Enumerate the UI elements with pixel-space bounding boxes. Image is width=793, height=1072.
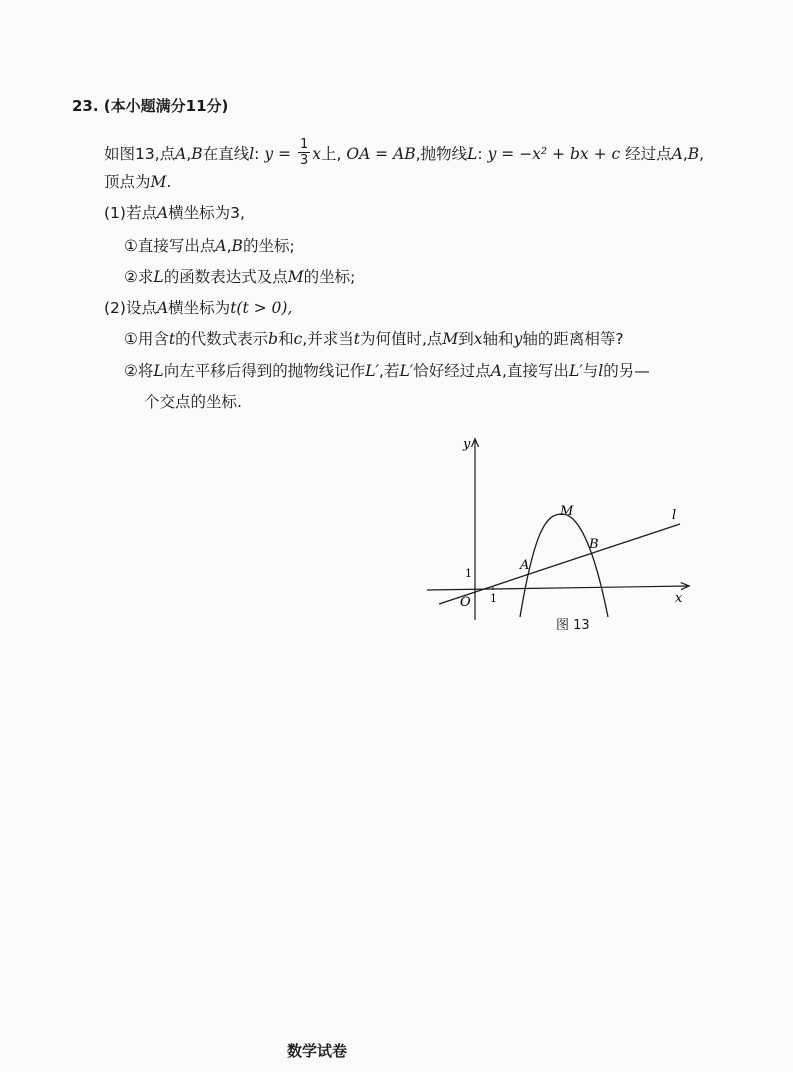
equation-text: x: [312, 145, 321, 163]
variable-x: x: [473, 330, 483, 348]
variable-c: c: [293, 330, 303, 348]
part-2-heading: [104, 296, 292, 318]
part-text: ,并求当: [302, 330, 354, 348]
y-one-label: 1: [465, 567, 472, 580]
part-text: 的坐标;: [242, 237, 295, 255]
part-text: 的另—: [603, 362, 650, 380]
y-axis-label: y: [463, 437, 471, 452]
variable-t: t: [230, 299, 237, 317]
stem-text: ,: [186, 145, 192, 163]
parabola-L-prime-ref: L′: [399, 362, 414, 380]
variable-t: t: [168, 330, 176, 348]
stem-text: :: [477, 145, 483, 163]
fraction-numerator: 1: [299, 137, 309, 152]
x-one-label: 1: [490, 592, 497, 605]
point-A-ref: A: [215, 237, 227, 255]
part-text: 横坐标为3,: [168, 204, 245, 222]
point-B-label: B: [589, 537, 599, 552]
condition-text: (t > 0),: [236, 299, 293, 317]
stem-text: ,: [699, 145, 705, 163]
part-text: 轴的距离相等?: [522, 330, 624, 348]
part-text: 个交点的坐标.: [144, 393, 242, 411]
line-l-ref: l: [249, 145, 255, 163]
part-2-sub-2: [124, 359, 650, 381]
origin-label: O: [460, 595, 471, 610]
part-text: ,: [226, 237, 232, 255]
variable-b: b: [268, 330, 279, 348]
variable-y: y: [513, 330, 523, 348]
parabola-L-ref: L: [153, 362, 164, 380]
x-axis: [427, 586, 688, 590]
stem-text: 顶点为: [104, 173, 151, 191]
point-M-label: M: [560, 504, 574, 519]
point-A-ref: A: [671, 145, 683, 163]
stem-text: ,抛物线: [415, 145, 468, 163]
stem-line-1: [104, 137, 705, 169]
part-text: 恰好经过点: [413, 362, 491, 380]
line-l-label: l: [672, 508, 677, 523]
part-text: 到: [458, 330, 474, 348]
stem-text: :: [254, 145, 260, 163]
part-text: 和: [278, 330, 294, 348]
part-text: ②求: [124, 268, 154, 286]
stem-text: 如图13,点: [104, 145, 176, 163]
fraction-denominator: 3: [299, 153, 309, 168]
equation-text: OA = AB: [346, 145, 416, 163]
stem-text: 经过点: [625, 145, 672, 163]
point-M-ref: M: [442, 330, 459, 348]
stem-text: .: [166, 173, 172, 191]
part-text: ,若: [379, 362, 400, 380]
question-header: 23. (本小题满分11分): [72, 97, 229, 115]
parabola-L-ref: L: [467, 145, 478, 163]
parabola-L-prime-ref: L′: [365, 362, 380, 380]
stem-text: 在直线: [202, 145, 250, 163]
part-text: ①用含: [124, 330, 169, 348]
point-A-ref: A: [156, 204, 169, 222]
point-A-ref: A: [490, 362, 502, 380]
part-text: 的函数表达式及点: [163, 268, 288, 286]
x-axis-label: x: [675, 591, 683, 606]
point-B-ref: B: [191, 145, 203, 163]
point-A-ref: A: [175, 145, 187, 163]
parabola-equation: y = −x² + bx + c: [487, 145, 621, 163]
part-text: 为何值时,点: [359, 330, 443, 348]
point-A-label: A: [520, 558, 530, 573]
part-1-sub-1: [124, 234, 295, 256]
figure-13: [425, 432, 700, 632]
part-text: ,直接写出: [502, 362, 569, 380]
part-2-sub-2-cont: [144, 390, 242, 412]
stem-line-2: [104, 170, 171, 192]
part-text: (1)若点: [104, 204, 157, 222]
part-1-heading: [104, 201, 245, 223]
part-2-sub-1: [124, 327, 624, 349]
equation-text: y =: [264, 145, 292, 163]
point-A-ref: A: [156, 299, 169, 317]
part-text: (2)设点: [104, 299, 157, 317]
part-text: 横坐标为: [168, 299, 231, 317]
figure-caption: 图 13: [556, 618, 590, 633]
stem-text: 上,: [320, 145, 342, 163]
line-l-ref: l: [598, 362, 604, 380]
part-1-sub-2: [124, 265, 355, 287]
part-text: ②将: [124, 362, 154, 380]
part-text: 向左平移后得到的抛物线记作: [163, 362, 366, 380]
point-M-ref: M: [287, 268, 304, 286]
parabola-L-ref: L: [153, 268, 164, 286]
point-M-ref: M: [150, 173, 167, 191]
page-footer: 数学试卷: [287, 1042, 348, 1060]
variable-t: t: [353, 330, 360, 348]
parabola-L-prime-ref: L′: [568, 362, 583, 380]
stem-text: ,: [682, 145, 688, 163]
part-text: 的代数式表示: [175, 330, 269, 348]
fraction-one-third: [298, 138, 310, 167]
part-text: 与: [582, 362, 599, 380]
parabola-L: [520, 514, 608, 617]
part-text: 轴和: [482, 330, 514, 348]
point-B-ref: B: [231, 237, 243, 255]
part-text: 的坐标;: [303, 268, 356, 286]
part-text: ①直接写出点: [124, 237, 216, 255]
point-B-ref: B: [687, 145, 700, 163]
